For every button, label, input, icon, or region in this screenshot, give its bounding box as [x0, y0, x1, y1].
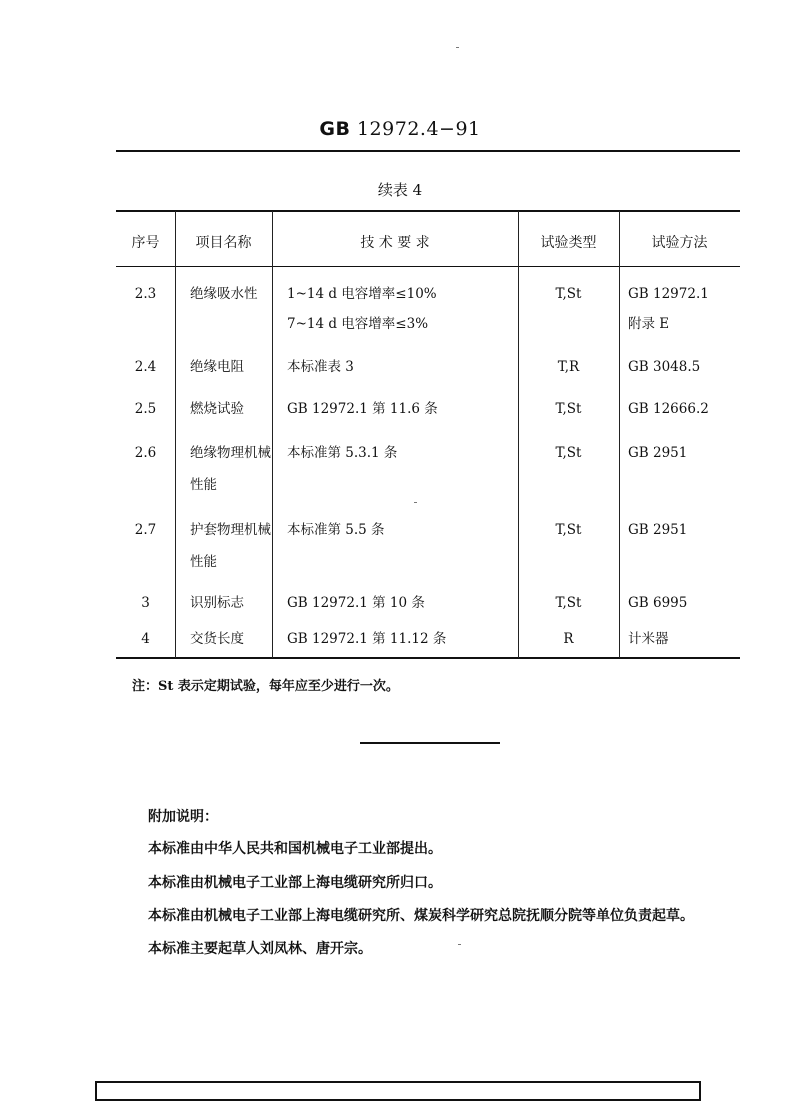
- additional-note-line: 本标准由机械电子工业部上海电缆研究所、煤炭科学研究总院抚顺分院等单位负责起草。: [148, 908, 694, 924]
- row-item-name: 燃烧试验: [190, 401, 244, 417]
- row-requirement: GB 12972.1 第 11.12 条: [287, 631, 447, 647]
- row-test-type: T,St: [555, 522, 582, 538]
- row-number: 3: [141, 595, 150, 611]
- row-test-method: GB 12972.1: [628, 286, 709, 302]
- row-requirement: GB 12972.1 第 11.6 条: [287, 401, 438, 417]
- row-test-type: T,St: [555, 445, 582, 461]
- row-number: 2.3: [134, 286, 157, 302]
- footer-frame: [95, 1081, 701, 1101]
- header-test-type: 试验类型: [540, 235, 597, 251]
- additional-note-line: 本标准主要起草人刘凤林、唐开宗。: [148, 941, 372, 957]
- row-item-name: 交货长度: [190, 631, 244, 647]
- row-requirement: 本标准第 5.3.1 条: [287, 445, 398, 461]
- row-number: 4: [141, 631, 150, 647]
- table-note: 注：St 表示定期试验，每年应至少进行一次。: [132, 679, 399, 694]
- header-item-name: 项目名称: [195, 235, 252, 251]
- row-item-name: 绝缘物理机械: [190, 445, 271, 461]
- row-item-name: 绝缘吸水性: [190, 286, 258, 302]
- table-header-rule: [116, 266, 740, 267]
- row-test-method: GB 3048.5: [628, 359, 701, 375]
- table-caption: 续表 4: [377, 181, 423, 199]
- row-number: 2.4: [134, 359, 157, 375]
- header-serial-number: 序号: [131, 235, 160, 251]
- row-test-method: GB 2951: [628, 445, 688, 461]
- row-number: 2.5: [134, 401, 157, 417]
- row-item-name: 绝缘电阻: [190, 359, 244, 375]
- column-divider: [272, 211, 273, 658]
- standard-number: 12972.4−91: [356, 118, 481, 140]
- row-item-name: 护套物理机械: [190, 522, 271, 538]
- standard-header: [0, 118, 800, 140]
- column-divider: [619, 211, 620, 658]
- row-requirement: 1~14 d 电容增率≤10%: [287, 286, 437, 302]
- scan-speck: [458, 944, 461, 945]
- additional-note-line: 本标准由机械电子工业部上海电缆研究所归口。: [148, 875, 442, 891]
- table-top-rule: [116, 210, 740, 212]
- table-bottom-rule: [116, 657, 740, 659]
- section-separator: [360, 742, 500, 744]
- row-requirement: 本标准第 5.5 条: [287, 522, 385, 538]
- row-requirement: 7~14 d 电容增率≤3%: [287, 316, 429, 332]
- header-rule: [116, 150, 740, 152]
- row-test-type: T,St: [555, 286, 582, 302]
- row-test-type: R: [563, 631, 574, 647]
- header-technical-requirement: 技 术 要 求: [360, 235, 430, 251]
- row-test-type: T,St: [555, 401, 582, 417]
- row-item-name: 性能: [190, 554, 217, 570]
- standard-prefix: GB: [319, 118, 351, 140]
- row-test-method: 计米器: [628, 631, 669, 647]
- row-requirement: GB 12972.1 第 10 条: [287, 595, 425, 611]
- row-test-type: T,St: [555, 595, 582, 611]
- row-test-type: T,R: [557, 359, 580, 375]
- row-test-method: GB 6995: [628, 595, 688, 611]
- scan-speck: [456, 47, 459, 48]
- row-number: 2.7: [134, 522, 157, 538]
- additional-note-line: 本标准由中华人民共和国机械电子工业部提出。: [148, 841, 442, 857]
- column-divider: [175, 211, 176, 658]
- row-requirement: 本标准表 3: [287, 359, 354, 375]
- additional-notes-title: 附加说明：: [148, 809, 218, 825]
- row-item-name: 识别标志: [190, 595, 244, 611]
- row-number: 2.6: [134, 445, 157, 461]
- header-test-method: 试验方法: [651, 235, 708, 251]
- row-test-method: GB 2951: [628, 522, 688, 538]
- row-test-method: GB 12666.2: [628, 401, 709, 417]
- scan-speck: [414, 502, 417, 503]
- row-test-method: 附录 E: [628, 316, 670, 332]
- row-item-name: 性能: [190, 477, 217, 493]
